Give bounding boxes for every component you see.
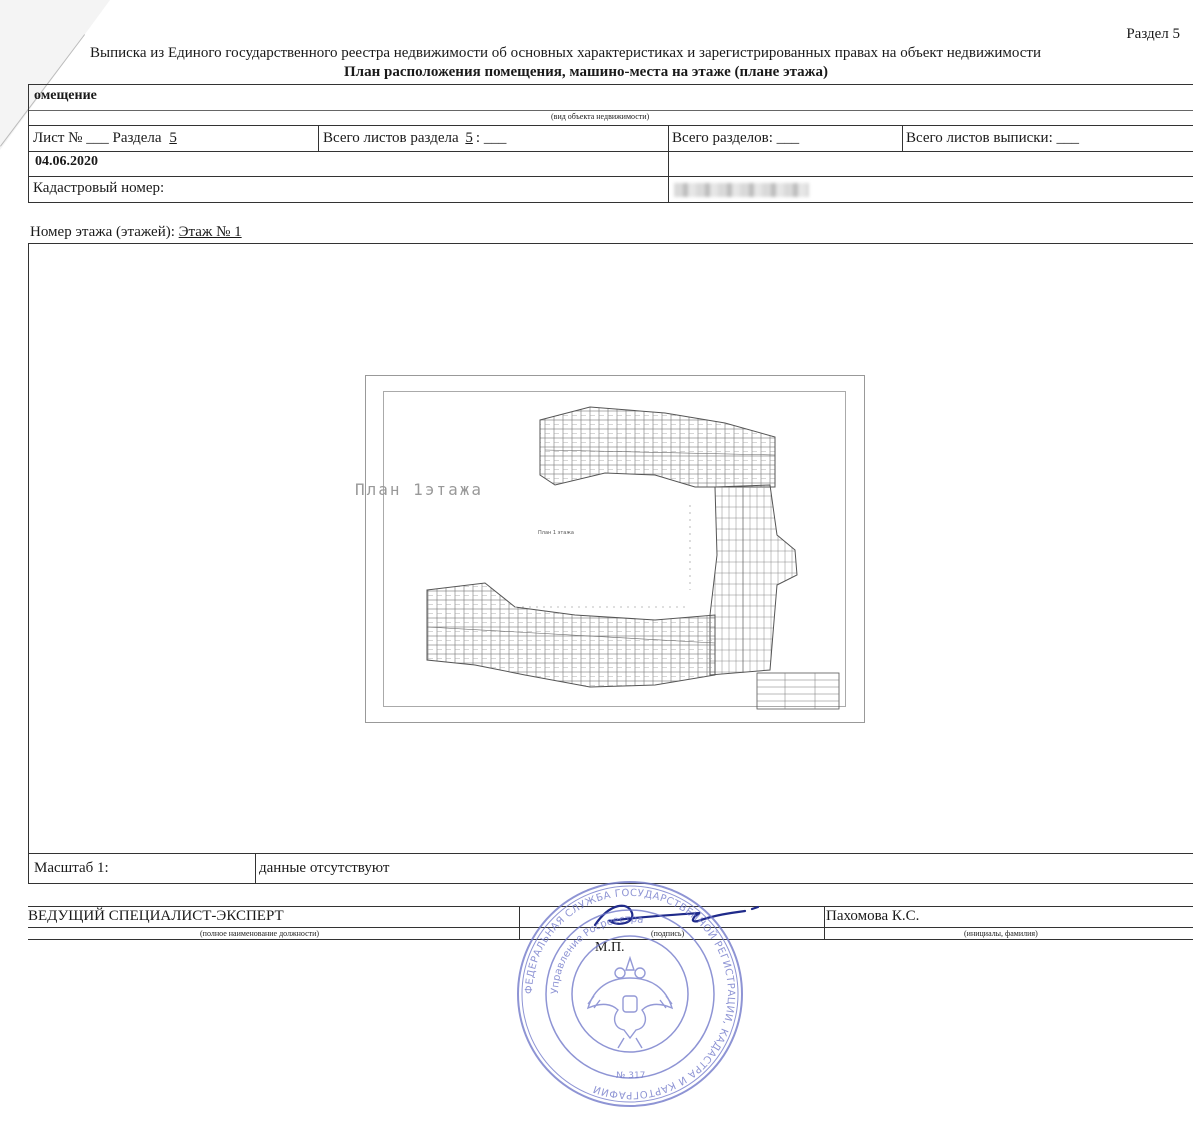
object-type-value: омещение: [34, 88, 97, 103]
sheet-row-divider-2: [668, 125, 669, 202]
floor-plan-title: План 1этажа: [355, 480, 483, 499]
date-value: 04.06.2020: [35, 154, 98, 169]
signature-divider-2: [824, 906, 825, 939]
plan-box-top: [28, 243, 1193, 244]
folded-corner: [0, 0, 110, 150]
table-top-border: [28, 84, 1193, 85]
plan-box-left: [28, 243, 29, 883]
signer-name: Пахомова К.С.: [826, 908, 920, 924]
sheet-number: Лист № ___ Раздела 5: [33, 130, 177, 146]
cadastral-label: Кадастровый номер:: [33, 180, 165, 196]
sheet-row-top: [28, 125, 1193, 126]
document-title: Выписка из Единого государственного реестра недвижимости об основных характеристиках и зарегистрированных правах на объект недвижимости: [90, 45, 1042, 61]
name-caption: (инициалы, фамилия): [964, 929, 1038, 938]
document-subtitle: План расположения помещения, машино-места на этаже (плане этажа): [344, 64, 828, 80]
scale-row-top: [28, 853, 1193, 854]
scale-row-divider: [255, 853, 256, 883]
sheet-row-divider-3: [902, 125, 903, 151]
position-caption: (полное наименование должности): [200, 929, 320, 938]
date-row-bottom: [28, 176, 1193, 177]
official-stamp: [514, 878, 746, 1110]
svg-text:Управление Росреестра: Управление Росреестра: [549, 913, 645, 995]
signature-caption: (подпись): [651, 929, 685, 938]
floor-plan-drawing: [365, 375, 863, 721]
svg-text:ФЕДЕРАЛЬНАЯ СЛУЖБА ГОСУДАРСТВЕ: ФЕДЕРАЛЬНАЯ СЛУЖБА ГОСУДАРСТВЕННОЙ РЕГИСТРАЦИИ, КАДАСТРА И КАРТОГРАФИИ: [523, 887, 737, 1101]
object-type-caption: (вид объекта недвижимости): [551, 112, 650, 121]
object-type-underline: [28, 110, 1193, 111]
position-title: ВЕДУЩИЙ СПЕЦИАЛИСТ-ЭКСПЕРТ: [28, 908, 284, 924]
scale-label: Масштаб 1:: [34, 860, 109, 876]
sheet-row-bottom: [28, 151, 1193, 152]
scale-value: данные отсутствуют: [259, 860, 390, 876]
cadastral-number-redacted: [674, 183, 809, 197]
section-number: Раздел 5: [1126, 26, 1180, 42]
floor-number: Номер этажа (этажей): Этаж № 1: [30, 224, 242, 240]
total-sheets-section: Всего листов раздела 5 : ___: [323, 130, 507, 146]
sheet-row-divider-1: [318, 125, 319, 151]
cadastral-row-bottom: [28, 202, 1193, 203]
floor-plan-subtitle: План 1 этажа: [538, 530, 574, 536]
total-sections: Всего разделов: ___: [672, 130, 800, 146]
table-left-border: [28, 84, 29, 202]
total-sheets-extract: Всего листов выписки: ___: [906, 130, 1079, 146]
svg-text:№ 317: № 317: [616, 1071, 646, 1081]
seal-place-label: М.П.: [595, 940, 625, 955]
